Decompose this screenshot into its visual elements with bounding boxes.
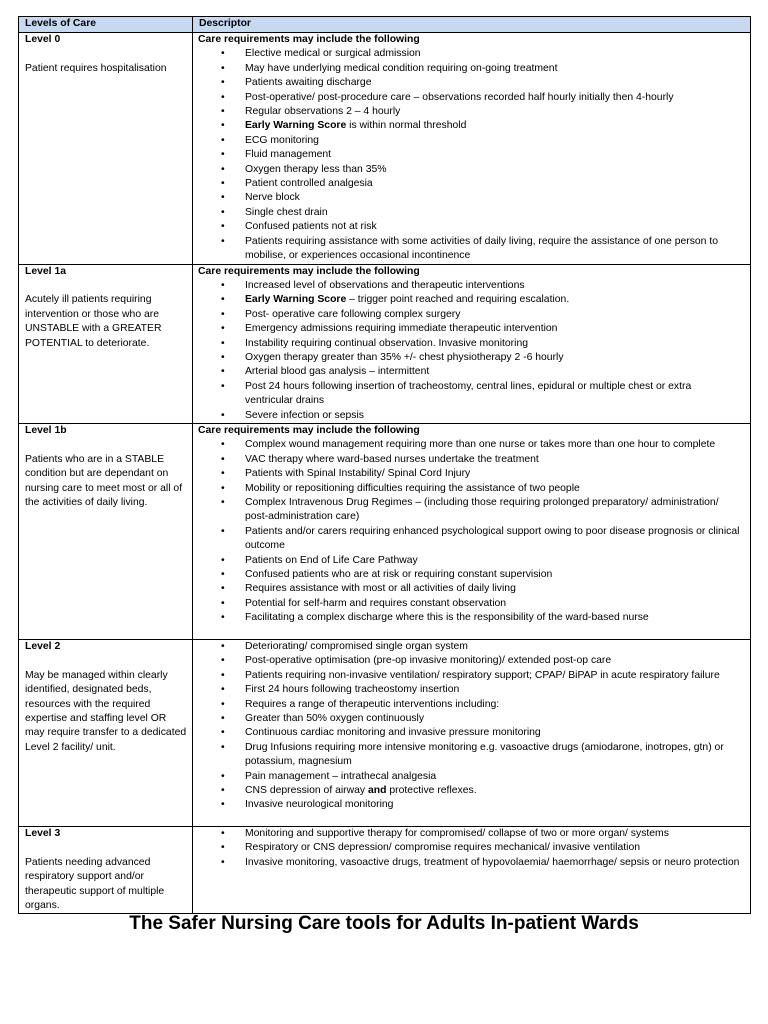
list-item	[245, 62, 742, 76]
item-text: Patients and/or carers requiring enhanced psychological support owing to poor disease prognosis or clinical outcome	[245, 525, 740, 552]
item-text: Deteriorating/ compromised single organ system	[245, 640, 468, 652]
item-text: Post-operative optimisation (pre-op invasive monitoring)/ extended post-op care	[245, 655, 612, 667]
item-text: Pain management – intrathecal analgesia	[245, 770, 437, 782]
descriptor-cell	[193, 826, 751, 913]
item-text: Patients with Spinal Instability/ Spinal Cord Injury	[245, 468, 471, 480]
list-item	[245, 582, 742, 596]
level-cell	[19, 826, 193, 913]
care-requirements-list	[198, 47, 742, 263]
table-row	[19, 423, 751, 639]
list-item	[245, 726, 742, 740]
item-text: CNS depression of airway	[245, 785, 369, 797]
list-item	[245, 453, 742, 467]
list-item	[245, 365, 742, 379]
list-item	[245, 191, 742, 205]
list-item	[245, 206, 742, 220]
descriptor-cell	[193, 33, 751, 265]
list-item	[245, 409, 742, 423]
list-item	[245, 322, 742, 336]
emphasis-text: Early Warning Score	[245, 294, 347, 306]
item-text: protective reflexes.	[386, 785, 477, 797]
item-text: Continuous cardiac monitoring and invasive pressure monitoring	[245, 727, 541, 739]
list-item	[245, 308, 742, 322]
list-item	[245, 148, 742, 162]
item-text: Monitoring and supportive therapy for compromised/ collapse of two or more organ/ systems	[245, 827, 669, 839]
care-requirements-heading: Care requirements may include the following	[198, 34, 420, 45]
list-item	[245, 856, 742, 870]
care-requirements-list	[198, 827, 742, 870]
list-item	[245, 683, 742, 697]
list-item	[245, 76, 742, 90]
item-text: Patients awaiting discharge	[245, 77, 372, 89]
item-text: Nerve block	[245, 192, 300, 204]
list-item	[245, 235, 742, 264]
list-item	[245, 827, 742, 841]
item-text: Increased level of observations and therapeutic interventions	[245, 279, 525, 291]
care-requirements-list	[198, 640, 742, 813]
level-description: Patients needing advanced respiratory support and/or therapeutic support of multiple organs.	[25, 856, 165, 911]
table-header-row	[19, 17, 751, 33]
item-text: Confused patients not at risk	[245, 221, 377, 233]
item-text: Single chest drain	[245, 206, 328, 218]
item-text: Fluid management	[245, 149, 332, 161]
list-item	[245, 438, 742, 452]
list-item	[245, 279, 742, 293]
item-text: Patients requiring non-invasive ventilation/ respiratory support; CPAP/ BiPAP in acute respiratory failure	[245, 669, 720, 681]
level-title: Level 1a	[25, 265, 67, 277]
list-item	[245, 712, 742, 726]
list-item	[245, 611, 742, 625]
care-requirements-heading: Care requirements may include the following	[198, 265, 420, 277]
list-item	[245, 554, 742, 568]
item-text: VAC therapy where ward-based nurses undertake the treatment	[245, 453, 539, 465]
item-text: Severe infection or sepsis	[245, 409, 364, 421]
list-item	[245, 351, 742, 365]
list-item	[245, 640, 742, 654]
item-text: Complex wound management requiring more than one nurse or takes more than one hour to complete	[245, 439, 716, 451]
item-text: Post-operative/ post-procedure care – observations recorded half hourly initially then 4-hourly	[245, 91, 674, 103]
list-item	[245, 163, 742, 177]
header-levels-of-care: Levels of Care	[19, 17, 193, 33]
level-description: May be managed within clearly identified, designated beds, resources with the required expertise and staffing level OR may require transfer to a dedicated Level 2 facility/ unit.	[25, 669, 187, 753]
item-text: is within normal threshold	[346, 120, 467, 132]
list-item	[245, 597, 742, 611]
item-text: Post 24 hours following insertion of tracheostomy, central lines, epidural or multiple chest or extra ventricular drains	[245, 380, 692, 407]
item-text: Elective medical or surgical admission	[245, 48, 421, 60]
level-cell	[19, 423, 193, 639]
level-description: Acutely ill patients requiring intervention or those who are UNSTABLE with a GREATER POTENTIAL to deteriorate.	[25, 294, 162, 349]
item-text: Patient controlled analgesia	[245, 178, 373, 190]
list-item	[245, 119, 742, 133]
table-row	[19, 826, 751, 913]
list-item	[245, 568, 742, 582]
document-title: The Safer Nursing Care tools for Adults In-patient Wards	[129, 913, 639, 934]
item-text: Invasive monitoring, vasoactive drugs, treatment of hypovolaemia/ haemorrhage/ sepsis or neuro protection	[245, 856, 740, 868]
list-item	[245, 134, 742, 148]
level-cell	[19, 33, 193, 265]
list-item	[245, 784, 742, 798]
table-row	[19, 639, 751, 826]
list-item	[245, 654, 742, 668]
list-item	[245, 798, 742, 812]
list-item	[245, 105, 742, 119]
header-descriptor: Descriptor	[193, 17, 751, 33]
table-row	[19, 264, 751, 423]
item-text: Facilitating a complex discharge where this is the responsibility of the ward-based nurse	[245, 612, 649, 624]
item-text: Arterial blood gas analysis – intermittent	[245, 366, 430, 378]
list-item	[245, 770, 742, 784]
item-text: Drug Infusions requiring more intensive monitoring e.g. vasoactive drugs (amiodarone, inotropes, gtn) or potassium, magnesium	[245, 741, 724, 768]
care-requirements-list	[198, 279, 742, 423]
item-text: Regular observations 2 – 4 hourly	[245, 106, 401, 118]
descriptor-cell	[193, 423, 751, 639]
descriptor-cell	[193, 264, 751, 423]
item-text: Instability requiring continual observation. Invasive monitoring	[245, 337, 529, 349]
descriptor-cell	[193, 639, 751, 826]
list-item	[245, 482, 742, 496]
level-title: Level 3	[25, 827, 61, 839]
level-description: Patients who are in a STABLE condition but are dependant on nursing care to meet most or all of the activities of daily living.	[25, 453, 183, 508]
list-item	[245, 698, 742, 712]
level-cell	[19, 639, 193, 826]
item-text: Greater than 50% oxygen continuously	[245, 713, 425, 724]
item-text: Requires assistance with most or all activities of daily living	[245, 583, 516, 595]
emphasis-text: and	[368, 785, 387, 797]
levels-of-care-table	[18, 16, 751, 914]
item-text: Patients requiring assistance with some activities of daily living, require the assistance of one person to mobilise, or experiences occasional incontinence	[245, 235, 719, 262]
care-requirements-heading: Care requirements may include the following	[198, 424, 420, 436]
level-cell	[19, 264, 193, 423]
item-text: Mobility or repositioning difficulties requiring the assistance of two people	[245, 482, 580, 494]
item-text: Complex Intravenous Drug Regimes – (including those requiring prolonged preparatory/ administration/ post-administration care)	[245, 497, 719, 523]
list-item	[245, 177, 742, 191]
list-item	[245, 220, 742, 234]
item-text: May have underlying medical condition requiring on-going treatment	[245, 62, 558, 74]
table-row	[19, 33, 751, 265]
list-item	[245, 380, 742, 409]
item-text: Confused patients who are at risk or requiring constant supervision	[245, 569, 553, 581]
level-title: Level 0	[25, 34, 61, 45]
item-text: Respiratory or CNS depression/ compromise requires mechanical/ invasive ventilation	[245, 842, 641, 854]
item-text: ECG monitoring	[245, 134, 319, 146]
level-description: Patient requires hospitalisation	[25, 62, 167, 74]
list-item	[245, 337, 742, 351]
list-item	[245, 741, 742, 770]
item-text: – trigger point reached and requiring escalation.	[346, 294, 570, 306]
care-requirements-list	[198, 438, 742, 625]
list-item	[245, 47, 742, 61]
item-text: Oxygen therapy less than 35%	[245, 163, 387, 175]
item-text: Potential for self-harm and requires constant observation	[245, 597, 507, 609]
list-item	[245, 496, 742, 525]
item-text: Oxygen therapy greater than 35% +/- chest physiotherapy 2 -6 hourly	[245, 351, 564, 363]
list-item	[245, 91, 742, 105]
item-text: Invasive neurological monitoring	[245, 799, 394, 811]
item-text: First 24 hours following tracheostomy insertion	[245, 684, 460, 696]
emphasis-text: Early Warning Score	[245, 120, 347, 132]
list-item	[245, 293, 742, 307]
table-body	[19, 33, 751, 914]
level-title: Level 1b	[25, 424, 67, 436]
level-title: Level 2	[25, 640, 61, 652]
item-text: Emergency admissions requiring immediate therapeutic intervention	[245, 323, 558, 335]
list-item	[245, 525, 742, 554]
list-item	[245, 669, 742, 683]
list-item	[245, 467, 742, 481]
item-text: Patients on End of Life Care Pathway	[245, 554, 418, 566]
item-text: Requires a range of therapeutic interventions including:	[245, 698, 500, 710]
list-item	[245, 841, 742, 855]
item-text: Post- operative care following complex surgery	[245, 308, 461, 320]
